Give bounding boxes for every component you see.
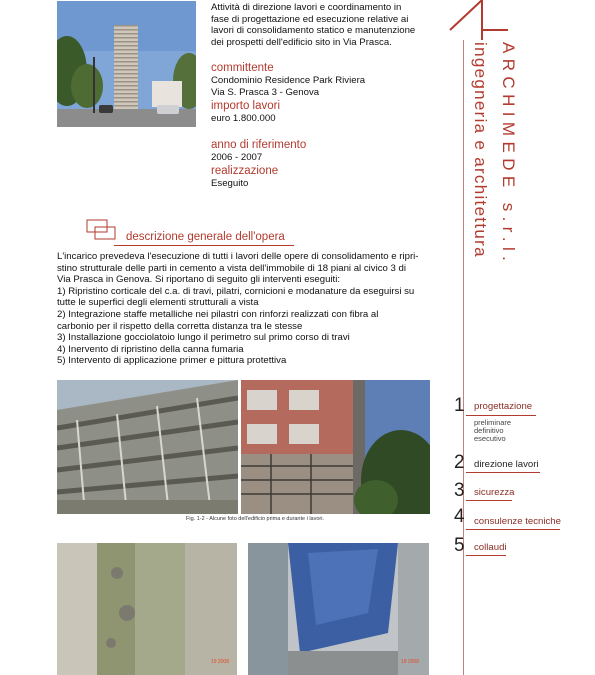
- section-title: descrizione generale dell'opera: [126, 231, 285, 243]
- body-line: 3) Installazione gocciolatoio lungo il perimetro sul primo corso di travi: [57, 332, 350, 344]
- side-vertical-rule: [463, 40, 464, 675]
- importo-label: importo lavori: [211, 100, 281, 112]
- intro-line: Attività di direzione lavori e coordinamento in: [211, 2, 402, 13]
- company-subtitle: ingegneria e architettura: [471, 42, 490, 258]
- body-line: 1) Ripristino corticale del c.a. di travi, pilatri, cornicioni e modanature da eseguirsi su: [57, 285, 415, 297]
- side-nav: [452, 396, 592, 566]
- realizzazione-value: Eseguito: [211, 178, 249, 189]
- nav-underline: [466, 415, 536, 416]
- pillar-repair-photo: [57, 543, 237, 675]
- nav-number: 4: [454, 506, 465, 527]
- intro-line: fase di progettazione ed esecuzione relative ai: [211, 13, 409, 25]
- blue-coating-photo: [248, 543, 429, 675]
- description-body: [57, 251, 435, 367]
- realizzazione-label: realizzazione: [211, 165, 279, 177]
- section-title-underline: [114, 245, 294, 246]
- body-line: 5) Intervento di applicazione primer e pittura protettiva: [57, 355, 287, 367]
- committente-line: Via S. Prasca 3 - Genova: [211, 87, 320, 98]
- importo-value: euro 1.800.000: [211, 113, 276, 124]
- nav-number: 2: [454, 452, 465, 473]
- scaffolding-photo: [241, 380, 430, 514]
- photo-date-stamp: 18 2008: [400, 659, 419, 665]
- body-line: stino strutturale delle parti in cemento a vista dell'immobile di 18 piani al civico 3 di: [57, 262, 406, 274]
- nav-number: 5: [454, 535, 465, 556]
- nav-item-sicurezza[interactable]: sicurezza: [474, 487, 515, 498]
- nav-underline: [466, 529, 560, 530]
- company-name: ARCHIMEDE s.r.l.: [499, 42, 518, 267]
- nav-subitem: preliminare: [474, 418, 512, 427]
- photo-date-stamp: 19 2008: [210, 659, 229, 665]
- body-line: tutte le superfici degli elementi strutturali a vista: [57, 297, 259, 309]
- section-marker-icon: [86, 219, 126, 243]
- nav-subitem: definitivo: [474, 426, 504, 435]
- building-photo: [57, 1, 196, 127]
- nav-subitem: esecutivo: [474, 434, 506, 443]
- archimede-logo-mark: [448, 0, 510, 32]
- photo-caption: Fig. 1-2 - Alcune foto dell'edificio prima e durante i lavori.: [186, 516, 325, 522]
- nav-item-collaudi[interactable]: collaudi: [474, 542, 507, 553]
- body-line: 4) Inervento di ripristino della canna fumaria: [57, 343, 244, 355]
- facade-beams-photo: [57, 380, 238, 514]
- nav-underline: [466, 500, 512, 501]
- nav-item-consulenze-tecniche[interactable]: consulenze tecniche: [474, 516, 561, 527]
- project-description: [211, 2, 436, 48]
- nav-number: 1: [454, 395, 465, 416]
- body-line: L'incarico prevedeva l'esecuzione di tutti i lavori delle opere di consolidamento e ripri-: [57, 251, 419, 262]
- nav-number: 3: [454, 480, 465, 501]
- body-line: 2) Integrazione staffe metalliche nei pilastri con rinforzi realizzati con fibra al: [57, 308, 379, 320]
- anno-label: anno di riferimento: [211, 139, 307, 151]
- body-line: carbonio per il rispetto della corretta distanza tra le stesse: [57, 320, 303, 332]
- logo-vertical-rule: [481, 0, 483, 40]
- intro-line: dei prospetti dell'edificio sito in Via Prasca.: [211, 36, 392, 48]
- committente-label: committente: [211, 62, 274, 74]
- committente-line: Condominio Residence Park Riviera: [211, 75, 366, 86]
- nav-item-direzione-lavori[interactable]: direzione lavori: [474, 459, 539, 470]
- body-line: Via Prasca in Genova. Si riportano di seguito gli interventi eseguiti:: [57, 274, 340, 286]
- intro-line: lavori di consolidamento statico e manutenzione: [211, 25, 416, 37]
- nav-underline: [466, 555, 506, 556]
- nav-underline: [466, 472, 540, 473]
- nav-item-progettazione[interactable]: progettazione: [474, 401, 533, 412]
- anno-value: 2006 - 2007: [211, 152, 263, 163]
